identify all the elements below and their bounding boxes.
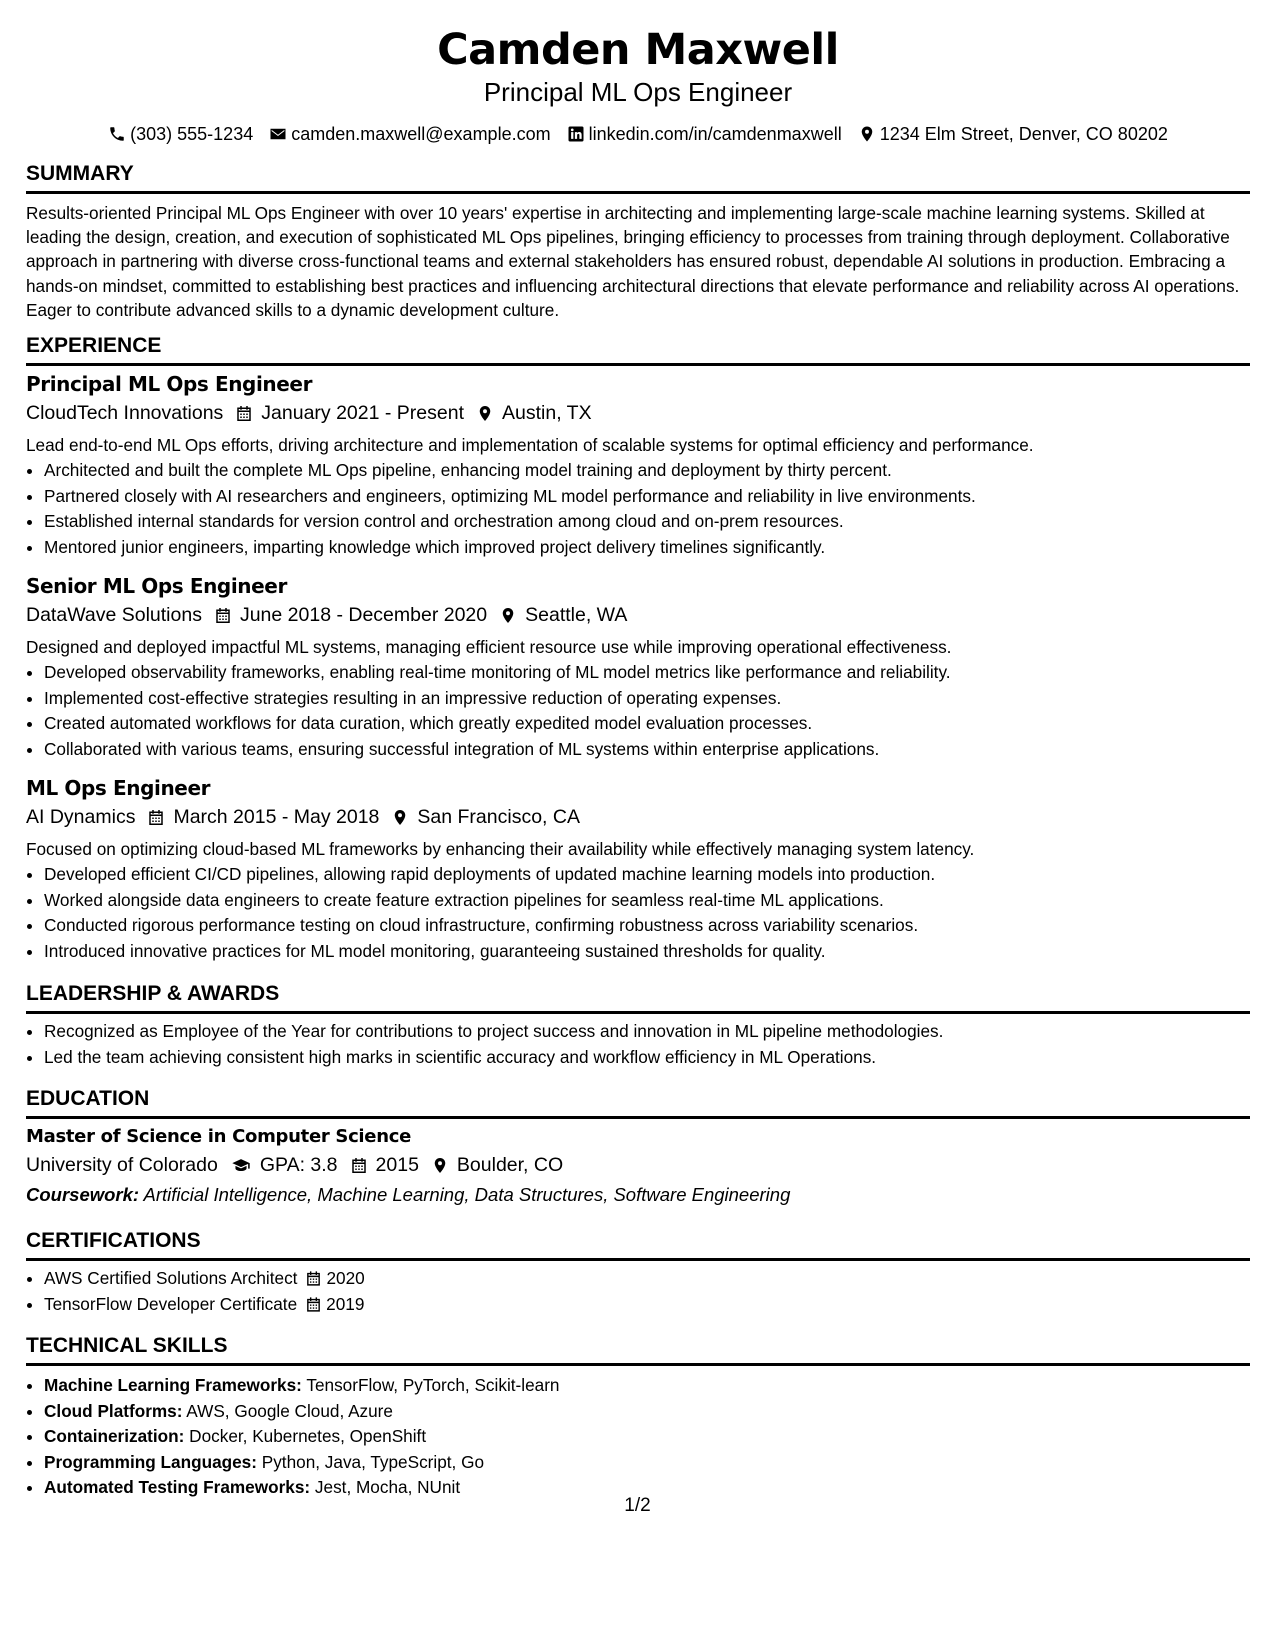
map-pin-icon: [476, 404, 494, 423]
job-entry: [26, 774, 1250, 964]
skill-value: Jest, Mocha, NUnit: [314, 1477, 461, 1498]
map-pin-icon: [499, 606, 517, 625]
map-pin-icon: [431, 1156, 449, 1175]
job-bullets: [26, 660, 1250, 762]
education-location-item: [431, 1150, 563, 1180]
job-title: ML Ops Engineer: [26, 776, 211, 800]
job-location-item: [476, 398, 592, 428]
gpa-text: GPA: 3.8: [259, 1154, 338, 1176]
skill-label: Machine Learning Frameworks:: [44, 1375, 302, 1395]
email-text: camden.maxwell@example.com: [291, 123, 551, 144]
list-item: • Developed efficient CI/CD pipelines, allowing rapid deployments of updated machine learning models into production.: [44, 862, 1250, 888]
job-meta: [26, 398, 1250, 428]
cert-name: • TensorFlow Developer Certificate: [44, 1293, 298, 1314]
envelope-icon: [269, 125, 287, 143]
contact-address: [858, 124, 1168, 145]
list-item: • Collaborated with various teams, ensuring successful integration of ML systems within enterprise applications.: [44, 737, 1250, 763]
phone-icon: [108, 125, 126, 143]
section-header-education: EDUCATION: [26, 1086, 1250, 1119]
coursework-text: Artificial Intelligence, Machine Learning, Data Structures, Software Engineering: [143, 1184, 791, 1205]
contact-email[interactable]: [269, 124, 550, 145]
list-item: • Partnered closely with AI researchers and engineers, optimizing ML model performance and reliability in live environments.: [44, 484, 1250, 510]
graduation-cap-icon: [230, 1156, 252, 1175]
job-company: AI Dynamics: [26, 806, 136, 828]
job-entry: [26, 572, 1250, 762]
education-location: Boulder, CO: [456, 1154, 564, 1176]
job-description: Focused on optimizing cloud-based ML frameworks by enhancing their availability while effectively managing system latency.: [26, 839, 975, 859]
candidate-name: Camden Maxwell: [437, 25, 839, 75]
list-item: • Recognized as Employee of the Year for contributions to project success and innovation in ML pipeline methodologies.: [44, 1019, 1250, 1045]
job-bullets: [26, 458, 1250, 560]
skill-value: TensorFlow, PyTorch, Scikit-learn: [306, 1375, 560, 1395]
degree-title: Master of Science in Computer Science: [26, 1126, 412, 1147]
certifications-list: [26, 1266, 1250, 1317]
job-dates-item: [147, 802, 379, 832]
linkedin-text: linkedin.com/in/camdenmaxwell: [588, 123, 842, 144]
skill-label: Programming Languages:: [44, 1451, 257, 1472]
education-entry: [26, 1124, 1250, 1210]
job-meta: [26, 802, 1250, 832]
job-bullets: [26, 862, 1250, 964]
coursework: [26, 1180, 1250, 1210]
skill-value: Docker, Kubernetes, OpenShift: [189, 1426, 427, 1447]
candidate-title: Principal ML Ops Engineer: [483, 77, 793, 107]
address-text: 1234 Elm Street, Denver, CO 80202: [879, 123, 1168, 144]
job-dates-item: [214, 600, 487, 630]
list-item: [44, 1373, 1250, 1399]
linkedin-icon: [567, 125, 585, 143]
job-title: Principal ML Ops Engineer: [26, 372, 313, 396]
calendar-icon: [350, 1156, 368, 1175]
cert-name: • AWS Certified Solutions Architect: [44, 1268, 298, 1288]
calendar-icon: [305, 1296, 322, 1313]
list-item: [44, 1292, 1250, 1318]
education-year-item: [350, 1150, 419, 1180]
job-company: CloudTech Innovations: [26, 402, 224, 424]
job-description: Lead end-to-end ML Ops efforts, driving architecture and implementation of scalable systems for optimal efficiency and performance.: [26, 435, 1034, 455]
job-location: Seattle, WA: [525, 604, 628, 626]
job-description: Designed and deployed impactful ML systems, managing efficient resource use while improving operational effectiveness.: [26, 637, 952, 657]
map-pin-icon: [858, 125, 876, 143]
job-dates: June 2018 - December 2020: [239, 604, 488, 626]
job-location: San Francisco, CA: [417, 806, 580, 828]
job-dates-item: [235, 398, 464, 428]
job-location-item: [499, 600, 627, 630]
cert-year: 2019: [326, 1293, 365, 1314]
contact-linkedin[interactable]: [567, 124, 842, 145]
calendar-icon: [214, 606, 232, 625]
job-location-item: [391, 802, 580, 832]
list-item: • Worked alongside data engineers to create feature extraction pipelines for seamless real-time ML applications.: [44, 888, 1250, 914]
education-meta: [26, 1150, 1250, 1180]
job-meta: [26, 600, 1250, 630]
list-item: • Led the team achieving consistent high marks in scientific accuracy and workflow efficiency in ML Operations.: [44, 1045, 1250, 1071]
skill-value: AWS, Google Cloud, Azure: [186, 1400, 393, 1421]
resume-page: [26, 0, 1250, 1498]
page-number: 1/2: [624, 1495, 651, 1516]
section-header-leadership: LEADERSHIP & AWARDS: [26, 981, 1250, 1014]
list-item: • Created automated workflows for data curation, which greatly expedited model evaluation processes.: [44, 711, 1250, 737]
skill-label: Containerization:: [44, 1426, 185, 1447]
job-dates: March 2015 - May 2018: [173, 806, 380, 828]
list-item: [44, 1399, 1250, 1425]
summary-text: Results-oriented Principal ML Ops Engineer with over 10 years' expertise in architecting and implementing large-scale machine learning systems. Skilled at leading the design, creation, and execution of sophisticated ML Ops pipelines, bringing efficiency to processes from training through deployment. Collaborative approach in partnering with diverse cross-functional teams and external stakeholders has ensured robust, dependable AI solutions in production. Embracing a hands-on mindset, committed to establishing best practices and influencing architectural directions that elevate performance and reliability across AI operations. Eager to contribute advanced skills to a dynamic development culture.: [26, 203, 1240, 320]
list-item: • Architected and built the complete ML Ops pipeline, enhancing model training and deployment by thirty percent.: [44, 458, 1250, 484]
coursework-label: Coursework:: [26, 1184, 140, 1205]
skills-list: [26, 1373, 1250, 1501]
job-title: Senior ML Ops Engineer: [26, 574, 287, 598]
job-location: Austin, TX: [502, 402, 592, 424]
school-name: University of Colorado: [26, 1154, 218, 1176]
contact-phone[interactable]: [108, 124, 253, 145]
list-item: • Implemented cost-effective strategies resulting in an impressive reduction of operating expenses.: [44, 686, 1250, 712]
job-dates: January 2021 - Present: [261, 402, 464, 424]
section-header-skills: TECHNICAL SKILLS: [26, 1333, 1250, 1366]
list-item: • Introduced innovative practices for ML model monitoring, guaranteeing sustained thresholds for quality.: [44, 939, 1250, 965]
list-item: • Mentored junior engineers, imparting knowledge which improved project delivery timelines significantly.: [44, 535, 1250, 561]
contact-bar: [26, 122, 1250, 146]
section-header-experience: EXPERIENCE: [26, 333, 1250, 366]
calendar-icon: [147, 808, 165, 827]
section-header-summary: SUMMARY: [26, 161, 1250, 194]
list-item: [44, 1266, 1250, 1292]
leadership-list: [26, 1019, 1250, 1070]
skill-label: Automated Testing Frameworks:: [44, 1477, 311, 1498]
list-item: [44, 1424, 1250, 1450]
cert-date: [305, 1292, 364, 1318]
calendar-icon: [305, 1270, 322, 1287]
gpa-item: [230, 1150, 338, 1180]
phone-text: (303) 555-1234: [130, 123, 254, 144]
cert-date: [305, 1266, 364, 1292]
section-header-certifications: CERTIFICATIONS: [26, 1228, 1250, 1261]
skill-value: Python, Java, TypeScript, Go: [261, 1451, 485, 1472]
list-item: • Established internal standards for version control and orchestration among cloud and on-prem resources.: [44, 509, 1250, 535]
cert-year: 2020: [326, 1268, 365, 1288]
job-entry: [26, 370, 1250, 560]
list-item: • Conducted rigorous performance testing on cloud infrastructure, confirming robustness across variability scenarios.: [44, 913, 1250, 939]
list-item: [44, 1450, 1250, 1476]
education-year: 2015: [375, 1154, 419, 1176]
skill-label: Cloud Platforms:: [44, 1400, 183, 1421]
calendar-icon: [235, 404, 253, 423]
map-pin-icon: [391, 808, 409, 827]
job-company: DataWave Solutions: [26, 604, 202, 626]
list-item: • Developed observability frameworks, enabling real-time monitoring of ML model metrics like performance and reliability.: [44, 660, 1250, 686]
